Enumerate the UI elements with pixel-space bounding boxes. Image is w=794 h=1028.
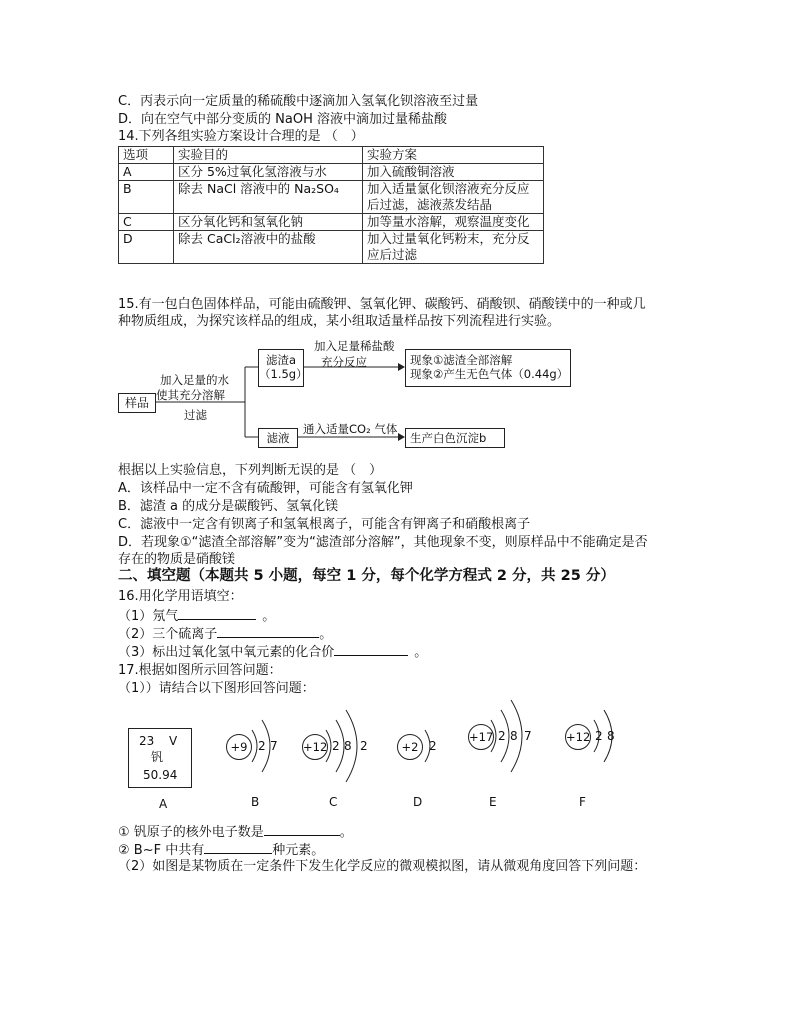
question-17-1-b — [118, 840, 324, 859]
step1-label-top: 加入足量的水 — [160, 373, 229, 387]
period: 。 — [339, 825, 353, 840]
step1-label-mid: 使其充分溶解 — [156, 388, 225, 402]
question-17-1-b-text: ② B~F 中共有 — [118, 843, 205, 858]
result-1: 现象①滤渣全部溶解 — [410, 353, 513, 367]
question-17-1-b-suffix: 种元素。 — [272, 843, 325, 858]
question-15-line1: 15.有一包白色固体样品，可能由硫酸钾、氢氧化钾、碳酸钙、硝酸钡、硝酸镁中的一种或几 — [118, 297, 646, 312]
option-a-15: A．该样品中一定不含有硫酸钾，可能含有氢氧化钾 — [118, 481, 413, 496]
table-header: 实验方案 — [363, 147, 544, 164]
nucleus: +2 — [397, 734, 423, 760]
caption-c: C — [329, 795, 338, 809]
electron-count: 2 — [332, 739, 340, 753]
table-cell: D — [119, 231, 174, 264]
question-16-3 — [118, 642, 427, 661]
option-c-13: C．丙表示向一定质量的稀硫酸中逐滴加入氢氧化钡溶液至过量 — [118, 94, 479, 109]
period: 。 — [262, 609, 276, 624]
residue-box — [258, 349, 308, 387]
nucleus: +12 — [565, 724, 591, 750]
electron-count: 2 — [360, 739, 368, 753]
result-box-1 — [405, 349, 571, 387]
table-cell: 除去 CaCl₂溶液中的盐酸 — [174, 231, 363, 264]
answer-blank[interactable] — [217, 624, 319, 638]
question-16-2 — [118, 624, 332, 643]
question-16-1-text: （1）氖气 — [118, 609, 179, 624]
caption-a: A — [159, 797, 168, 811]
question-16-2-text: （2）三个硫离子 — [118, 627, 218, 642]
question-16: 16.用化学用语填空： — [118, 589, 243, 604]
table-cell: B — [119, 181, 174, 214]
step3-label: 通入适量CO₂ 气体 — [303, 422, 398, 436]
caption-d: D — [413, 795, 423, 809]
table-cell: 加入过量氧化钙粉末，充分反应后过滤 — [363, 231, 544, 264]
electron-count: 7 — [524, 729, 532, 743]
residue-mass: （1.5g） — [259, 367, 308, 381]
result-box-3: 生产白色沉淀b — [405, 428, 505, 448]
filtrate-box: 滤液 — [258, 428, 298, 448]
question-17: 17.根据如图所示回答问题： — [118, 663, 282, 678]
table-header: 选项 — [119, 147, 174, 164]
electron-count: 2 — [429, 739, 437, 753]
table-cell: 区分氧化钙和氢氧化钠 — [174, 214, 363, 231]
element-symbol: V — [169, 734, 178, 748]
table-cell: A — [119, 164, 174, 181]
option-d-15-line1: D．若现象①“滤渣全部溶解”变为“滤渣部分溶解”，其他现象不变，则原样品中不能确定是否 — [118, 535, 648, 550]
atomic-mass: 50.94 — [143, 768, 178, 782]
element-name: 钒 — [151, 750, 164, 764]
electron-count: 8 — [510, 729, 518, 743]
answer-blank[interactable] — [204, 840, 272, 854]
question-17-2: （2）如图是某物质在一定条件下发生化学反应的微观模拟图，请从微观角度回答下列问题： — [118, 859, 647, 874]
table-cell: C — [119, 214, 174, 231]
electron-count: 7 — [270, 739, 278, 753]
question-15-line2: 种物质组成，为探究该样品的组成，某小组取适量样品按下列流程进行实验。 — [118, 314, 561, 329]
option-d-15-line2: 存在的物质是硝酸镁 — [118, 552, 236, 567]
residue-label: 滤渣a — [265, 353, 297, 367]
nucleus: +9 — [226, 734, 252, 760]
caption-e: E — [489, 795, 497, 809]
answer-blank[interactable] — [178, 606, 256, 620]
nucleus: +17 — [468, 724, 494, 750]
step1-label-bot: 过滤 — [184, 408, 207, 422]
period: 。 — [319, 627, 333, 642]
option-b-15: B．滤渣 a 的成分是碳酸钙、氢氧化镁 — [118, 499, 339, 514]
table-cell: 除去 NaCl 溶液中的 Na₂SO₄ — [174, 181, 363, 214]
period: 。 — [414, 645, 428, 660]
step2-label-top: 加入足量稀盐酸 — [314, 339, 395, 353]
table-header: 实验目的 — [174, 147, 363, 164]
nucleus: +12 — [302, 734, 328, 760]
electron-count: 2 — [498, 729, 506, 743]
answer-blank[interactable] — [334, 642, 408, 656]
question-17-1-a — [118, 822, 353, 841]
atomic-number: 23 — [139, 734, 155, 748]
table-cell: 加入硫酸铜溶液 — [363, 164, 544, 181]
table-cell: 加等量水溶解，观察温度变化 — [363, 214, 544, 231]
electron-count: 8 — [344, 739, 352, 753]
electron-count: 2 — [595, 729, 603, 743]
table-cell: 加入适量氯化钡溶液充分反应后过滤，滤液蒸发结晶 — [363, 181, 544, 214]
question-16-3-text: （3）标出过氧化氢中氧元素的化合价 — [118, 645, 335, 660]
option-d-13: D．向在空气中部分变质的 NaOH 溶液中滴加过量稀盐酸 — [118, 112, 447, 127]
question-17-1-a-text: ① 钒原子的核外电子数是 — [118, 825, 264, 840]
table-cell: 区分 5%过氧化氢溶液与水 — [174, 164, 363, 181]
result-2: 现象②产生无色气体（0.44g） — [410, 367, 569, 381]
question-17-1: （1））请结合以下图形回答问题： — [118, 681, 315, 696]
sample-box: 样品 — [118, 393, 156, 413]
electron-count: 8 — [607, 729, 615, 743]
caption-f: F — [579, 795, 586, 809]
question-15-prompt: 根据以上实验信息，下列判断无误的是 （ ） — [118, 463, 383, 478]
option-c-15: C．滤液中一定含有钡离子和氢氧根离子，可能含有钾离子和硝酸根离子 — [118, 517, 531, 532]
question-14: 14.下列各组实验方案设计合理的是 （ ） — [118, 129, 364, 144]
caption-b: B — [251, 795, 260, 809]
section-2-title: 二、填空题（本题共 5 小题，每空 1 分，每个化学方程式 2 分，共 25 分） — [118, 568, 615, 584]
answer-blank[interactable] — [264, 822, 340, 836]
electron-count: 2 — [258, 739, 266, 753]
question-16-1 — [118, 606, 275, 625]
step2-label-bot: 充分反应 — [321, 355, 367, 369]
